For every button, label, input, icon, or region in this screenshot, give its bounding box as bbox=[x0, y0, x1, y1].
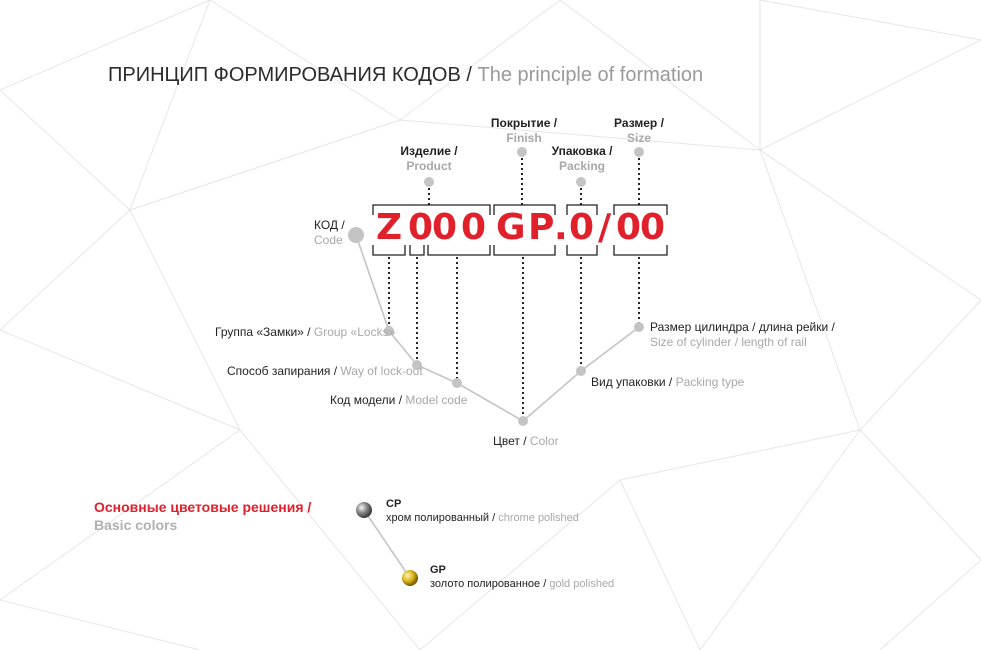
code-char-8: 0 bbox=[569, 207, 595, 248]
basic-colors-heading-ru: Основные цветовые решения / bbox=[94, 499, 312, 515]
code-char-3: 0 bbox=[432, 207, 458, 248]
page-title bbox=[108, 64, 703, 87]
swatch-cp-ru: хром полированный / bbox=[386, 512, 496, 524]
header-finish-ru: Покрытие / bbox=[490, 116, 558, 130]
header-size-en: Size bbox=[626, 131, 651, 145]
swatch-gp-en: gold polished bbox=[549, 578, 615, 590]
label-color-en: Color bbox=[529, 434, 559, 448]
label-lockout-ru: Способ запирания / bbox=[227, 364, 338, 378]
code-char-10: 0 bbox=[616, 207, 642, 248]
code-char-11: 0 bbox=[640, 207, 666, 248]
swatch-gp-ru: золото полированное / bbox=[430, 578, 547, 590]
header-packing-ru: Упаковка / bbox=[551, 144, 613, 158]
swatch-cp-desc bbox=[386, 511, 579, 525]
header-finish bbox=[486, 116, 562, 146]
label-packing-type-ru: Вид упаковки / bbox=[591, 375, 673, 389]
label-model-ru: Код модели / bbox=[330, 393, 403, 407]
title-en: The principle of formation bbox=[477, 64, 704, 86]
header-packing-en: Packing bbox=[558, 159, 606, 173]
code-char-6: P bbox=[528, 207, 555, 248]
code-label-ru: КОД / bbox=[314, 218, 345, 232]
header-product bbox=[394, 144, 464, 174]
title-ru: ПРИНЦИП ФОРМИРОВАНИЯ КОДОВ / bbox=[108, 64, 472, 86]
label-model-en: Model code bbox=[405, 393, 468, 407]
label-color-ru: Цвет / bbox=[493, 434, 527, 448]
header-size-ru: Размер / bbox=[614, 116, 664, 130]
header-product-en: Product bbox=[406, 159, 452, 173]
header-product-ru: Изделие / bbox=[400, 144, 458, 158]
code-char-1: Z bbox=[376, 207, 403, 248]
code-label-en: Code bbox=[314, 233, 343, 247]
label-model bbox=[330, 393, 467, 407]
swatch-cp-code: CP bbox=[386, 498, 402, 510]
label-group bbox=[215, 325, 395, 339]
swatch-gp-code: GP bbox=[430, 564, 446, 576]
label-color bbox=[493, 434, 559, 448]
basic-colors-heading-en: Basic colors bbox=[94, 517, 178, 533]
code-label bbox=[314, 218, 345, 248]
gold-swatch-icon bbox=[402, 570, 418, 586]
code-char-4: 0 bbox=[461, 207, 487, 248]
code-char-2: 0 bbox=[408, 207, 434, 248]
header-packing bbox=[546, 144, 618, 174]
swatch-gp bbox=[430, 563, 614, 591]
code-char-5: G bbox=[496, 207, 526, 248]
swatch-gp-desc bbox=[430, 577, 614, 591]
swatch-cp bbox=[386, 497, 579, 525]
swatch-cp-en: chrome polished bbox=[498, 512, 579, 524]
label-packing-type bbox=[591, 375, 744, 389]
label-size-cylinder-ru: Размер цилиндра / длина рейки / bbox=[650, 320, 835, 334]
label-group-en: Group «Locks» bbox=[313, 325, 396, 339]
code-char-7: . bbox=[554, 207, 568, 248]
basic-colors-heading bbox=[94, 498, 311, 534]
label-group-ru: Группа «Замки» / bbox=[215, 325, 311, 339]
label-lockout bbox=[227, 364, 423, 378]
label-size-cylinder bbox=[650, 320, 835, 350]
header-finish-en: Finish bbox=[506, 131, 542, 145]
label-lockout-en: Way of lock-out bbox=[340, 364, 423, 378]
code-char-9: / bbox=[598, 207, 612, 248]
label-size-cylinder-en: Size of cylinder / length of rail bbox=[650, 335, 807, 349]
header-size bbox=[606, 116, 672, 146]
label-packing-type-en: Packing type bbox=[675, 375, 745, 389]
chrome-swatch-icon bbox=[356, 502, 372, 518]
